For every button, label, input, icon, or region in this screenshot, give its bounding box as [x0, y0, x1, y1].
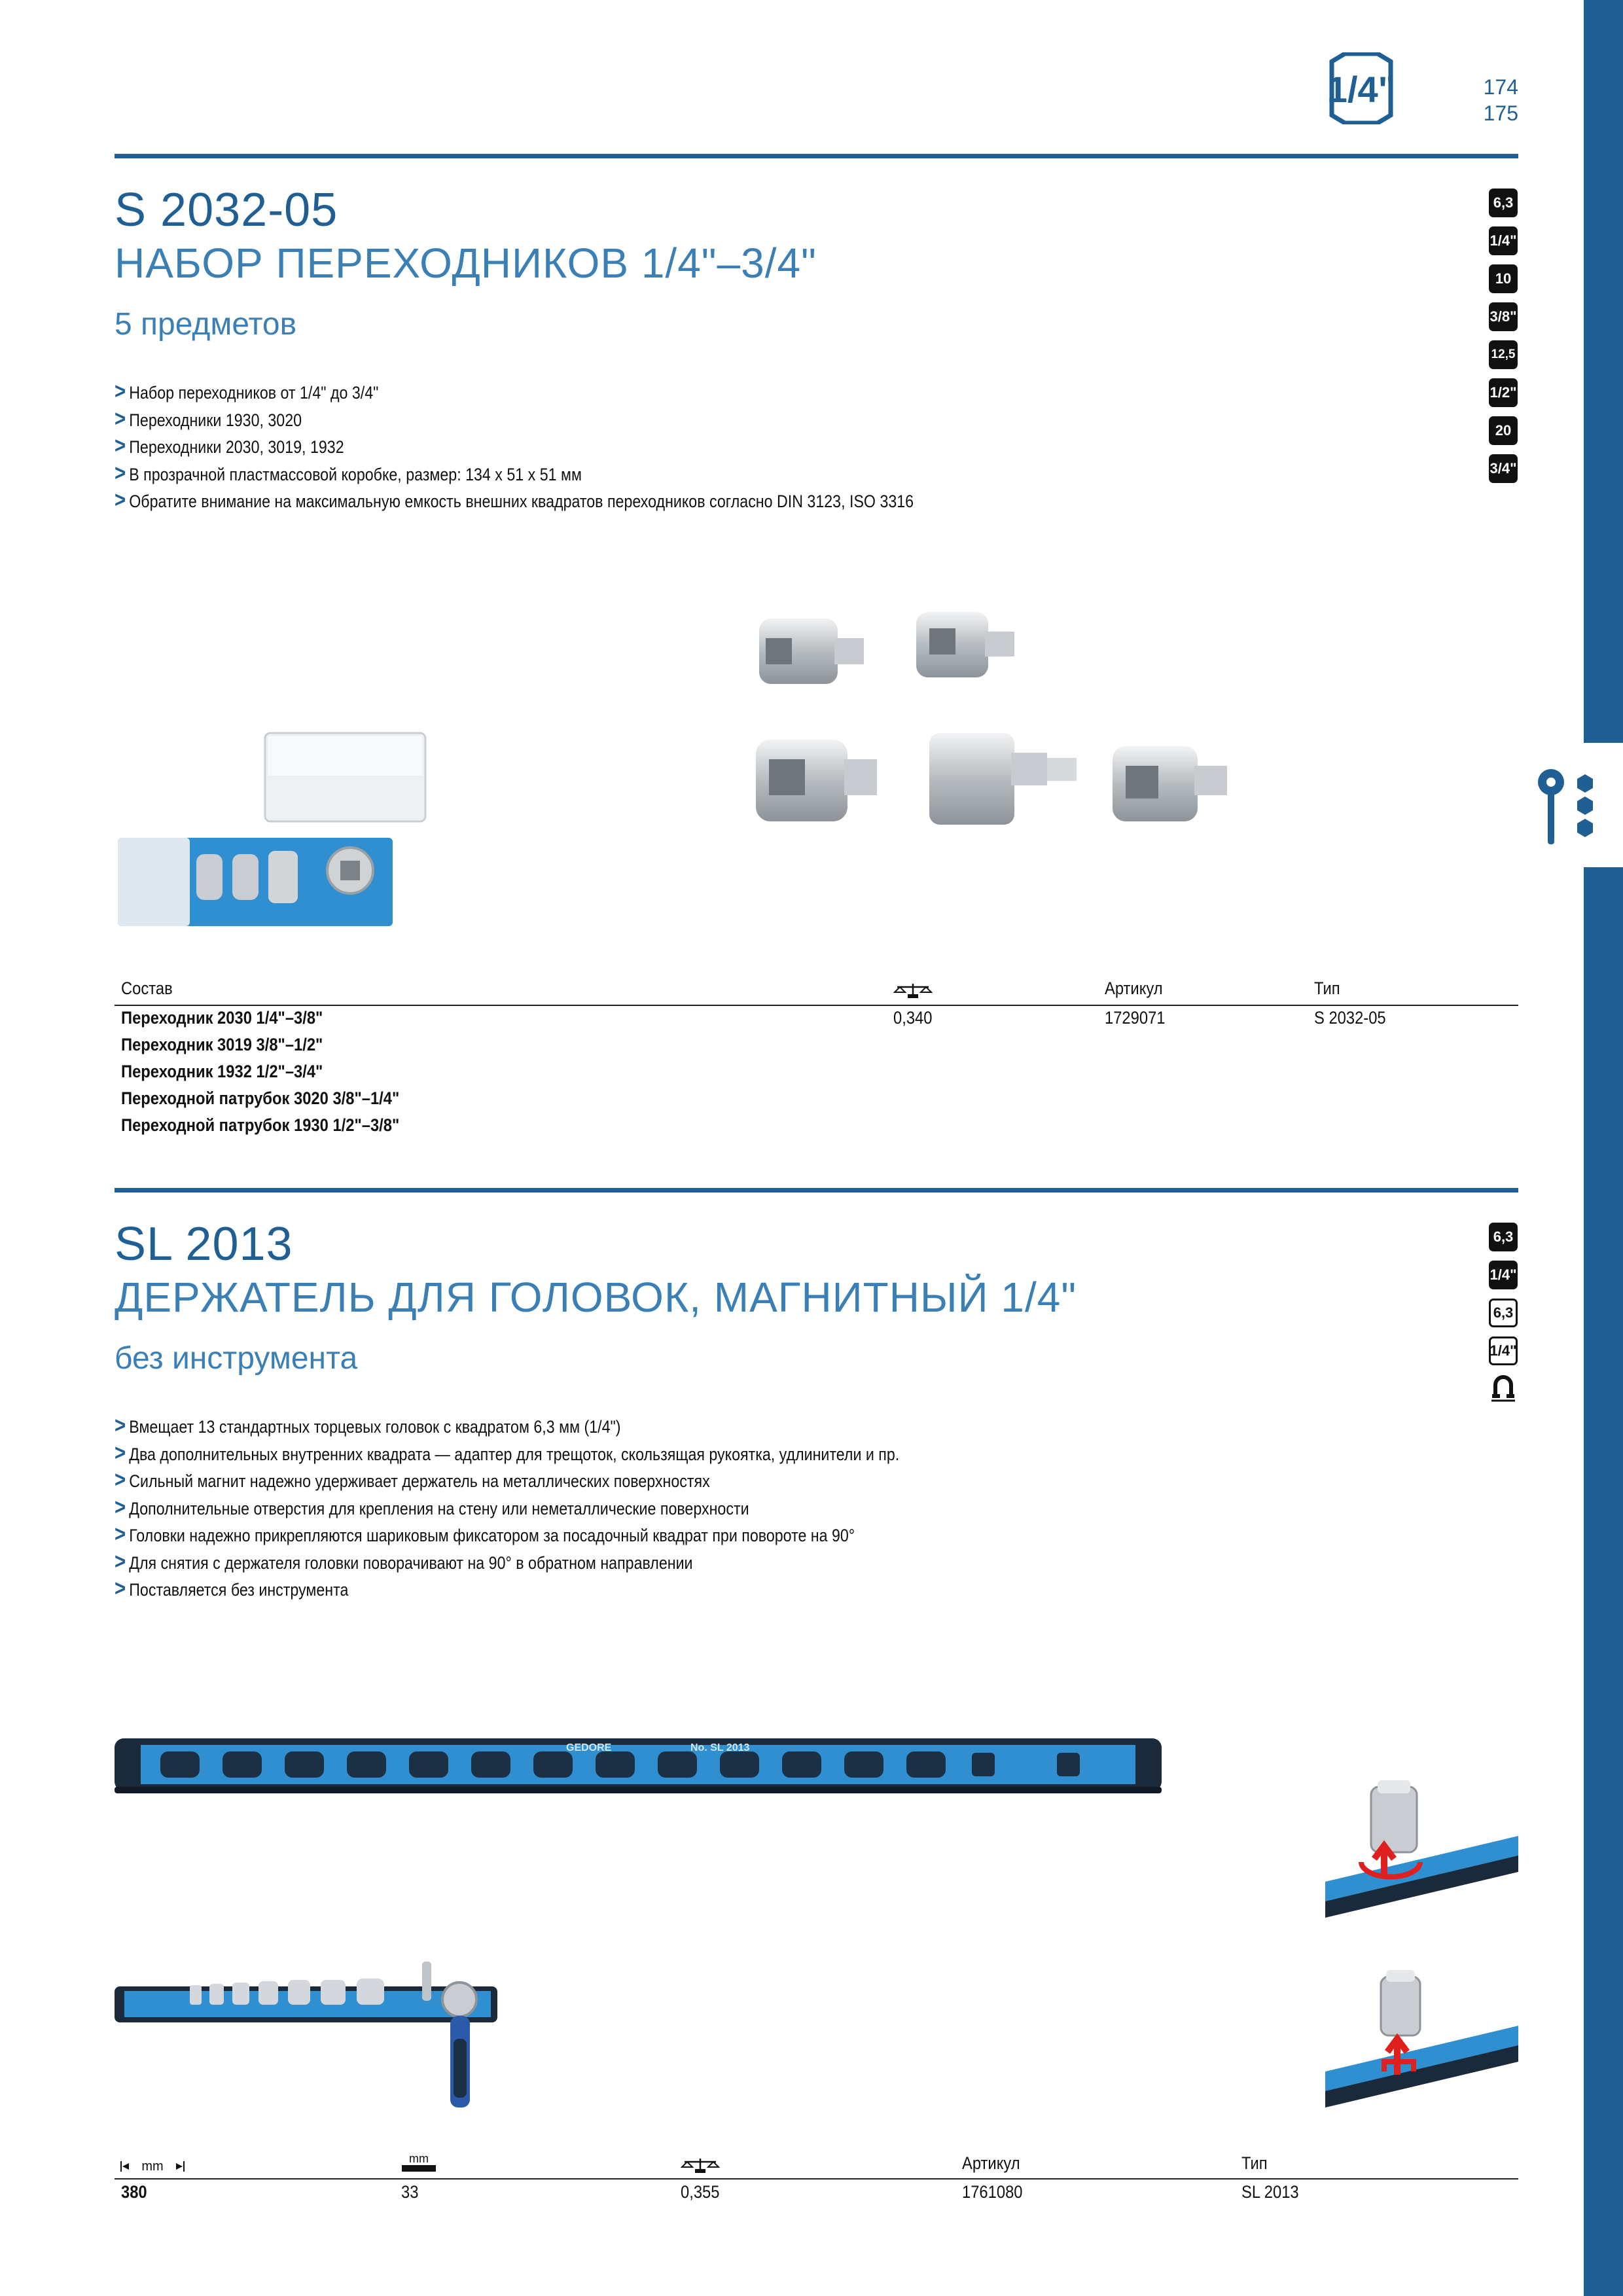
socket-holder-rail-image [115, 1733, 1165, 1799]
weight-scale-icon [681, 2157, 720, 2174]
rail-width-value: 33 [401, 2182, 419, 2202]
feature-item: > Головки надежно прикрепляются шариковым фиксатором за посадочный квадрат при повороте на 90° [115, 1522, 855, 1547]
col-header-article: Артикул [962, 2153, 1020, 2173]
product-title: ДЕРЖАТЕЛЬ ДЛЯ ГОЛОВОК, МАГНИТНЫЙ 1/4" [115, 1274, 1077, 1321]
badge-6-3: 6,3 [1489, 1223, 1518, 1251]
rail-width-unit-label: mm [409, 2152, 429, 2165]
drive-size-label: 1/4" [1327, 69, 1396, 110]
table-header-rule [115, 2178, 1518, 2179]
feature-item: > Обратите внимание на максимальную емкость внешних квадратов переходников согласно DIN 3123, ISO 3316 [115, 488, 914, 512]
feature-item: > Два дополнительных внутренних квадрата — адаптер для трещоток, скользящая рукоятка, удлинители и пр. [115, 1440, 900, 1465]
socket-release-detail-image [1322, 1967, 1522, 2117]
socket-mount-detail-image [1322, 1777, 1522, 1928]
weight-value: 0,340 [893, 1008, 933, 1028]
adapters-image [746, 602, 1243, 831]
col-header-contents: Состав [121, 978, 173, 998]
badge-1-2-inch: 1/2" [1489, 378, 1518, 407]
product-code: S 2032-05 [115, 184, 338, 236]
side-tab-bar-top [1584, 0, 1623, 743]
contents-row: Переходник 3019 3/8"–1/2" [121, 1035, 323, 1054]
feature-item: > Переходники 1930, 3020 [115, 406, 302, 431]
table-header-rule [115, 1005, 1518, 1006]
adapter-set-box-image [115, 730, 442, 929]
col-header-article: Артикул [1105, 978, 1163, 998]
type-value: SL 2013 [1241, 2182, 1299, 2202]
col-header-type: Тип [1314, 978, 1340, 998]
rail-width-header [399, 2152, 438, 2174]
feature-list [115, 1412, 1423, 1603]
feature-item: > Дополнительные отверстия для крепления на стену или неметаллические поверхности [115, 1494, 749, 1520]
badge-20: 20 [1489, 416, 1518, 445]
badge-1-4-inch: 1/4" [1489, 1261, 1518, 1289]
feature-item: > Переходники 2030, 3019, 1932 [115, 433, 344, 458]
article-number: 1729071 [1105, 1008, 1166, 1028]
badge-1-4-inch: 1/4" [1489, 226, 1518, 255]
product-subtitle: без инструмента [115, 1341, 358, 1376]
drive-size-icon [1325, 52, 1397, 124]
holder-brand-print: GEDORE [566, 1742, 612, 1753]
badge-3-4-inch: 3/4" [1489, 454, 1518, 483]
section-rule [115, 1188, 1518, 1193]
badge-6-3-internal: 6,3 [1489, 1299, 1518, 1327]
badge-3-8-inch: 3/8" [1489, 302, 1518, 331]
contents-row: Переходной патрубок 3020 3/8"–1/4" [121, 1088, 400, 1108]
weight-value: 0,355 [681, 2182, 720, 2202]
badge-1-4-inch-internal: 1/4" [1489, 1336, 1518, 1365]
page-number-left: 174 [1483, 75, 1518, 99]
contents-row: Переходной патрубок 1930 1/2"–3/8" [121, 1115, 400, 1135]
side-tab-bar-bottom [1584, 867, 1623, 2296]
feature-item: > Для снятия с держателя головки поворачивают на 90° в обратном направлении [115, 1549, 693, 1574]
feature-item: > Вмещает 13 стандартных торцевых головок с квадратом 6,3 мм (1/4") [115, 1413, 621, 1438]
length-header [120, 2159, 185, 2174]
feature-list [115, 378, 1423, 514]
feature-item: > Поставляется без инструмента [115, 1576, 349, 1601]
badge-10: 10 [1489, 264, 1518, 293]
badge-6-3: 6,3 [1489, 188, 1518, 217]
wrench-hex-icon [1531, 766, 1597, 851]
socket-holder-with-ratchet-image [115, 1960, 501, 2117]
magnet-icon [1489, 1373, 1518, 1402]
length-unit-label: mm [141, 2159, 164, 2174]
product-code: SL 2013 [115, 1218, 293, 1270]
section-rule [115, 154, 1518, 158]
weight-scale-icon [893, 982, 933, 999]
col-header-type: Тип [1241, 2153, 1268, 2173]
holder-model-print: No. SL 2013 [690, 1742, 750, 1753]
contents-row: Переходник 2030 1/4"–3/8" [121, 1008, 323, 1028]
length-value: 380 [121, 2182, 147, 2202]
badge-12-5: 12,5 [1489, 340, 1518, 369]
feature-item: > Набор переходников от 1/4" до 3/4" [115, 379, 379, 404]
product-subtitle: 5 предметов [115, 307, 297, 342]
product-title: НАБОР ПЕРЕХОДНИКОВ 1/4"–3/4" [115, 240, 817, 287]
type-value: S 2032-05 [1314, 1008, 1386, 1028]
page-number-right: 175 [1483, 101, 1518, 125]
article-number: 1761080 [962, 2182, 1023, 2202]
feature-item: > Сильный магнит надежно удерживает держатель на металлических поверхностях [115, 1467, 710, 1492]
contents-row: Переходник 1932 1/2"–3/4" [121, 1062, 323, 1081]
feature-item: > В прозрачной пластмассовой коробке, размер: 134 x 51 x 51 мм [115, 460, 582, 486]
